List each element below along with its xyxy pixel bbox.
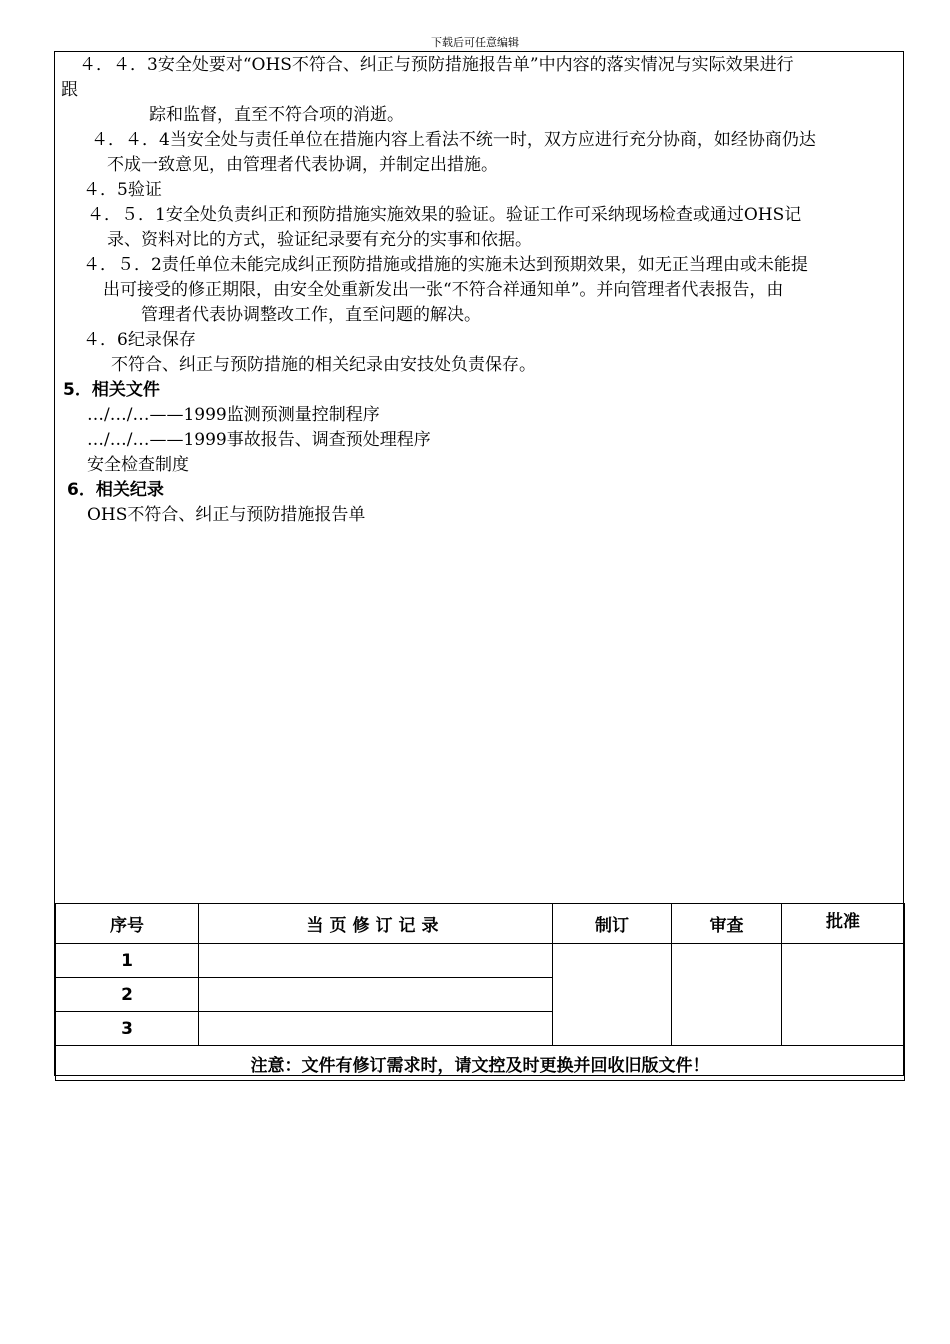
approved-cell[interactable] [782, 944, 905, 1046]
row-seq: 1 [56, 944, 199, 978]
body-line-4-5-2-cont-a: 出可接受的修正期限，由安全处重新发出一张“不符合祥通知单”。并向管理者代表报告，由 [103, 280, 784, 300]
header-seq: 序号 [56, 904, 199, 944]
header-note: 下载后可任意编辑 [431, 36, 519, 49]
reviewed-cell[interactable] [672, 944, 782, 1046]
revision-table [55, 903, 905, 1081]
section-5-heading: 5．相关文件 [63, 380, 160, 400]
header-prepared: 制订 [553, 904, 672, 944]
revision-note-row [56, 1046, 905, 1081]
prepared-cell[interactable] [553, 944, 672, 1046]
row-seq: 2 [56, 978, 199, 1012]
section-5-item: …/…/…——1999监测预测量控制程序 [87, 405, 380, 425]
body-line-4-5: ４．5验证 [83, 180, 162, 200]
body-line-4-5-2: ４．５．2责任单位未能完成纠正预防措施或措施的实施未达到预期效果，如无正当理由或未能提 [83, 255, 808, 275]
body-line-4-6-cont: 不符合、纠正与预防措施的相关纪录由安技处负责保存。 [111, 355, 536, 375]
section-5-item: …/…/…——1999事故报告、调查预处理程序 [87, 430, 431, 450]
body-line-4-4-3-cont-a: 跟 [61, 80, 78, 100]
body-line-4-4-4-cont: 不成一致意见，由管理者代表协调，并制定出措施。 [107, 155, 498, 175]
row-record-cell[interactable] [199, 944, 553, 978]
header-approved: 批准 [782, 904, 905, 944]
body-line-4-4-4: ４．４．4当安全处与责任单位在措施内容上看法不统一时，双方应进行充分协商，如经协商仍达 [91, 130, 816, 150]
row-record-cell[interactable] [199, 978, 553, 1012]
row-record-cell[interactable] [199, 1012, 553, 1046]
document-body [55, 52, 905, 903]
section-5-item: 安全检查制度 [87, 455, 189, 475]
body-line-4-4-3-cont-b: 踪和监督，直至不符合项的消逝。 [149, 105, 404, 125]
revision-header-row [56, 904, 905, 944]
body-line-4-4-3: ４．４．3安全处要对“OHS不符合、纠正与预防措施报告单”中内容的落实情况与实际效果进行 [79, 55, 794, 75]
body-line-4-5-1-cont: 录、资料对比的方式，验证纪录要有充分的实事和依据。 [107, 230, 532, 250]
section-6-item: OHS不符合、纠正与预防措施报告单 [87, 505, 366, 525]
table-row [56, 944, 905, 978]
header-record: 当页修订记录 [199, 904, 553, 944]
body-line-4-6: ４．6纪录保存 [83, 330, 196, 350]
body-line-4-5-1: ４．５．1安全处负责纠正和预防措施实施效果的验证。验证工作可采纳现场检查或通过OHS记 [87, 205, 802, 225]
document-frame [54, 51, 904, 1076]
revision-note: 注意：文件有修订需求时，请文控及时更换并回收旧版文件！ [56, 1046, 905, 1081]
row-seq: 3 [56, 1012, 199, 1046]
section-6-heading: 6．相关纪录 [67, 480, 164, 500]
header-reviewed: 审查 [672, 904, 782, 944]
body-line-4-5-2-cont-b: 管理者代表协调整改工作，直至问题的解决。 [141, 305, 481, 325]
